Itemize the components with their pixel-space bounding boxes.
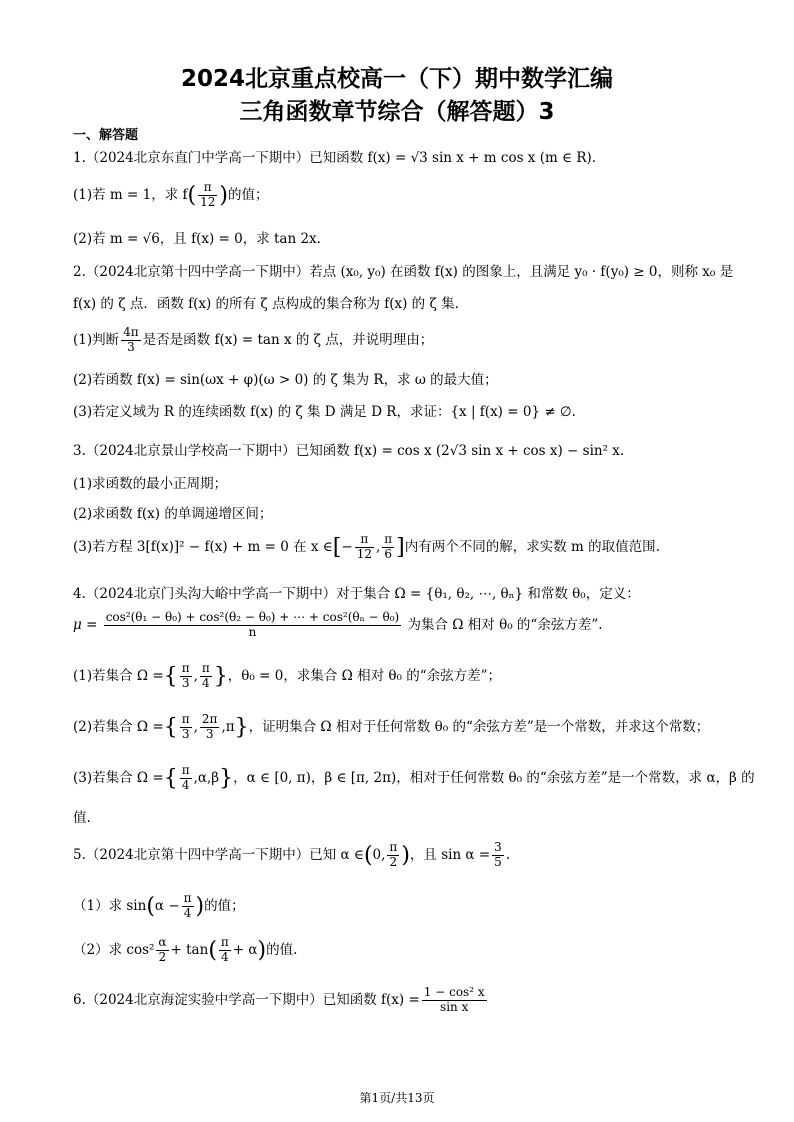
q4-part3: (3)若集合 Ω ={ $\frac{\pi}{4}$ ,α,β}，α ∈ [0, π)，β ∈ [π, 2π)，相对于任何常数 θ₀ 的“余弦方差”是一个常数，求 α，β 的 <box>73 763 755 792</box>
q4-stem: 4.（2024北京门头沟大峪中学高一下期中）对于集合 Ω = {θ₁, θ₂, ⋯, θₙ} 和常数 θ₀，定义： <box>73 586 640 602</box>
q1-part1: (1)若 m = 1，求 f( $\frac{\pi}{12}$ )的值； <box>73 180 269 209</box>
q5-part1: （1）求 sin(α − $\frac{\pi}{4}$ )的值； <box>73 891 245 920</box>
q4-part3-cont: 值. <box>73 810 91 826</box>
q2-part3: (3)若定义域为 R 的连续函数 f(x) 的 ζ 集 D 满足 D R，求证：{x | f(x) = 0} ≠ ∅. <box>73 404 576 420</box>
q2-stem-line1: 2.（2024北京第十四中学高一下期中）若点 (x₀, y₀) 在函数 f(x) 的图象上，且满足 y₀ · f(y₀) ≥ 0，则称 x₀ 是 <box>73 264 734 280</box>
q2-stem-line2: f(x) 的 ζ 点．函数 f(x) 的所有 ζ 点构成的集合称为 f(x) 的 ζ 集. <box>73 296 459 312</box>
q5-stem: 5.（2024北京第十四中学高一下期中）已知 α ∈(0, $\frac{\pi}{2}$ )，且 sin α = $\frac{3}{5}$ . <box>73 840 511 869</box>
q6-stem: 6.（2024北京海淀实验中学高一下期中）已知函数 f(x) = $\frac{\text{1 − cos² x}}{\text{sin x}}$ <box>73 985 485 1014</box>
q1-stem: 1.（2024北京东直门中学高一下期中）已知函数 f(x) = √3 sin x + m cos x (m ∈ R). <box>73 150 597 166</box>
q2-part1: (1)判断 $\frac{4\pi}{3}$ 是否是函数 f(x) = tan x 的 ζ 点，并说明理由； <box>73 325 434 354</box>
q4-definition: μ = $\frac{\text{cos²(θ₁ − θ₀) + cos²(θ₂ − θ₀) + ⋯ + cos²(θₙ − θ₀)}}{n}$ 为集合 Ω 相对 θ₀ 的“余弦方差”. <box>73 610 603 639</box>
page-title: 2024北京重点校高一（下）期中数学汇编 <box>180 66 613 92</box>
q3-part1: (1)求函数的最小正周期； <box>73 476 228 492</box>
section-title: 一、解答题 <box>73 128 139 143</box>
page-subtitle: 三角函数章节综合（解答题）3 <box>239 99 555 125</box>
q4-part2: (2)若集合 Ω ={ $\frac{\pi}{3}$ , $\frac{2\pi}{3}$ ,π}，证明集合 Ω 相对于任何常数 θ₀ 的“余弦方差”是一个常数，并求这个常数； <box>73 712 710 741</box>
q1-part2: (2)若 m = √6，且 f(x) = 0，求 tan 2x. <box>73 231 321 247</box>
q4-part1: (1)若集合 Ω ={ $\frac{\pi}{3}$ , $\frac{\pi}{4}$ }，θ₀ = 0，求集合 Ω 相对 θ₀ 的“余弦方差”； <box>73 661 502 690</box>
q3-part3: (3)若方程 3[f(x)]² − f(x) + m = 0 在 x ∈[− $\frac{\pi}{12}$ , $\frac{\pi}{6}$ ]内有两个不同的解，求实数 m 的取值范围. <box>73 532 660 561</box>
q2-part2: (2)若函数 f(x) = sin(ωx + φ)(ω > 0) 的 ζ 集为 R，求 ω 的最大值； <box>73 372 498 388</box>
page-footer: 第1页/共13页 <box>359 1091 435 1105</box>
q3-part2: (2)求函数 f(x) 的单调递增区间； <box>73 506 273 522</box>
q3-stem: 3.（2024北京景山学校高一下期中）已知函数 f(x) = cos x (2√3 sin x + cos x) − sin² x. <box>73 443 625 459</box>
q5-part2: （2）求 cos² $\frac{\alpha}{2}$ + tan( $\frac{\pi}{4}$ + α)的值. <box>73 935 298 964</box>
